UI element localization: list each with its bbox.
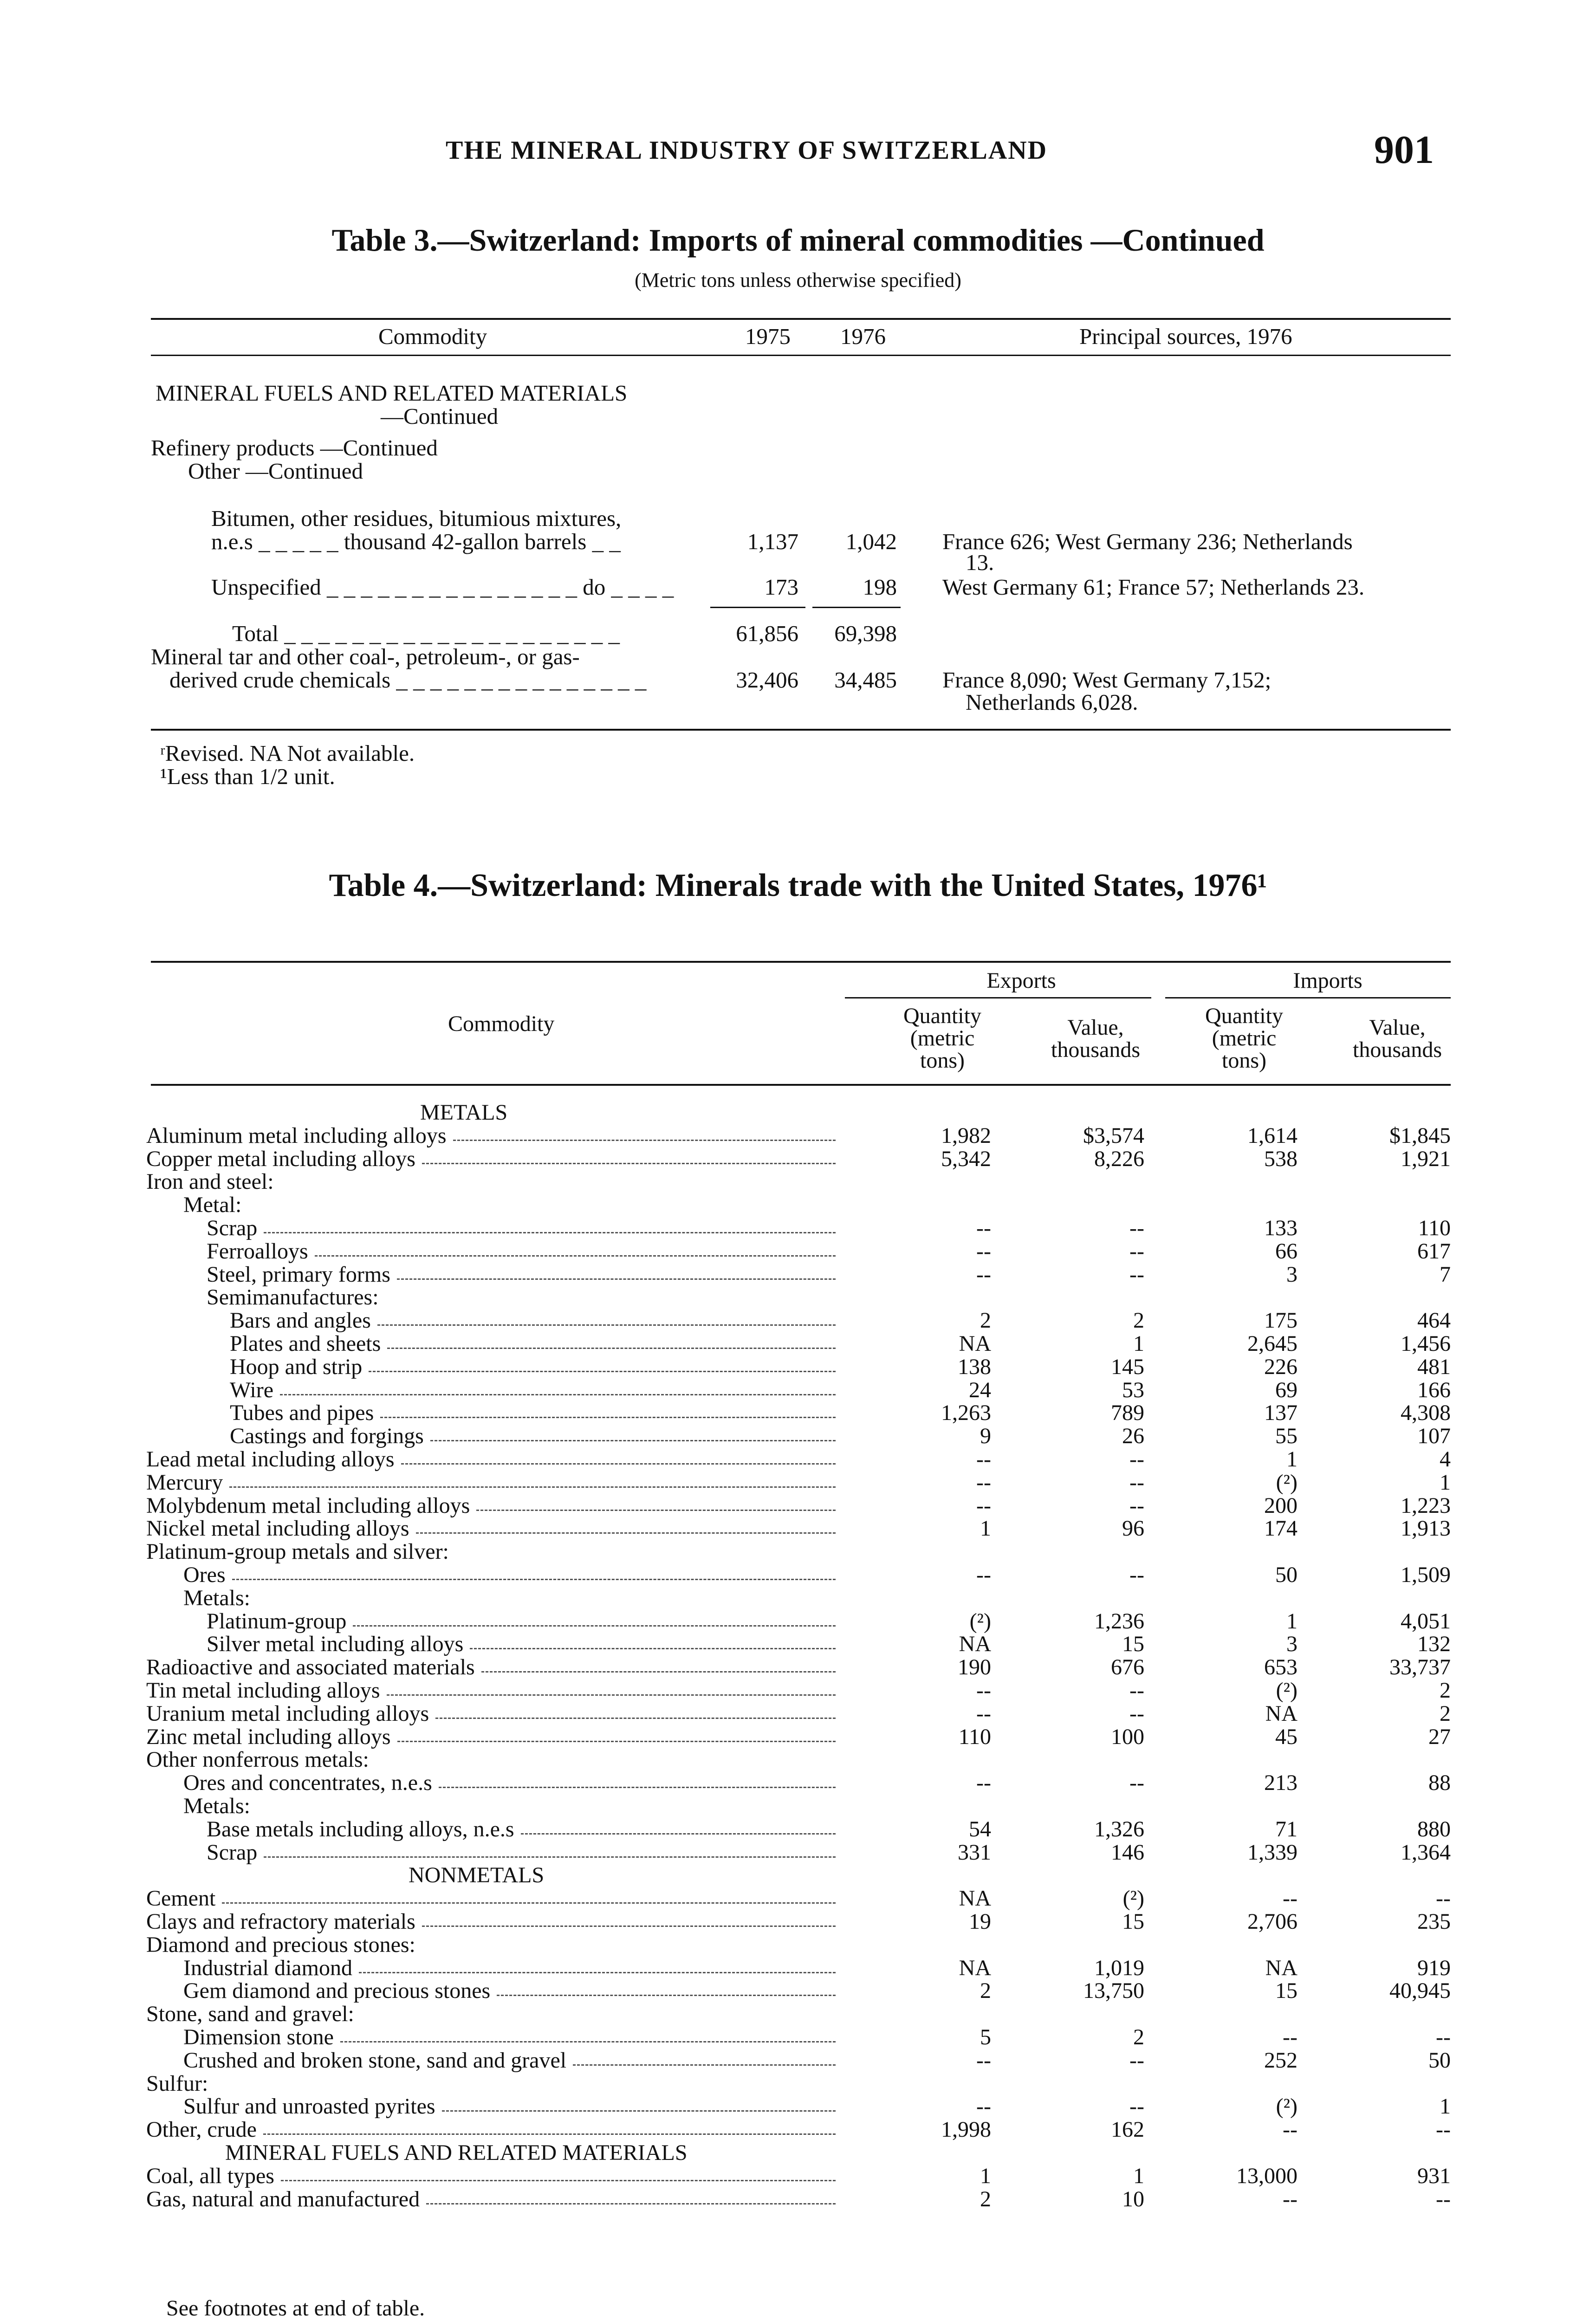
cell-import-value: 4 [1440, 1447, 1451, 1472]
cell-export-quantity: 2 [980, 1978, 991, 2003]
cell-import-value: 880 [1417, 1816, 1451, 1841]
row-label: Lead metal including alloys [146, 1447, 395, 1472]
row-label: Nickel metal including alloys [146, 1516, 409, 1541]
row-label: Industrial diamond [183, 1955, 352, 1980]
cell-export-value: 10 [1122, 2186, 1144, 2211]
leader-line [229, 1485, 836, 1488]
cell-export-quantity: 5 [980, 2025, 991, 2049]
cell-export-value: -- [1129, 1562, 1144, 1587]
cell-export-value: 26 [1122, 1424, 1144, 1449]
cell-import-quantity: 2,706 [1247, 1909, 1298, 1934]
row-label: Unspecified _ _ _ _ _ _ _ _ _ _ _ _ _ _ _ do _ _ _ _ [211, 574, 674, 600]
row-label: Sulfur and unroasted pyrites [183, 2094, 435, 2119]
cell-export-value: 789 [1111, 1400, 1144, 1426]
cell-export-quantity: 2 [980, 1308, 991, 1333]
row-label: Steel, primary forms [207, 1262, 390, 1287]
cell-import-quantity: 69 [1275, 1377, 1298, 1402]
cell-export-quantity: -- [976, 1470, 991, 1495]
leader-line [377, 1323, 836, 1326]
cell-export-quantity: 1,982 [941, 1123, 991, 1148]
header-line: (metric [910, 1026, 975, 1050]
header-line: Quantity [903, 1004, 981, 1028]
cell-import-value: 1,913 [1401, 1516, 1451, 1541]
row-label: Zinc metal including alloys [146, 1724, 391, 1749]
row-label: Molybdenum metal including alloys [146, 1493, 470, 1518]
leader-line [380, 1415, 836, 1418]
leader-line [281, 2178, 836, 2181]
cell-import-quantity: 13,000 [1236, 2163, 1298, 2188]
cell-import-quantity: -- [1283, 2186, 1298, 2211]
row-label: Ores [183, 1562, 226, 1587]
header-line: thousands [1353, 1037, 1442, 1062]
cell-export-value: -- [1129, 1216, 1144, 1240]
row-label: Silver metal including alloys [207, 1632, 464, 1657]
leader-line [453, 1138, 836, 1141]
cell-import-value: 1,223 [1401, 1493, 1451, 1518]
cell-export-quantity: 1 [980, 1516, 991, 1541]
leader-line [435, 1716, 836, 1719]
cell-export-value: 1,326 [1094, 1816, 1144, 1841]
cell-export-value: 53 [1122, 1377, 1144, 1402]
cell-import-quantity: (²) [1276, 1470, 1298, 1495]
leader-line [573, 2063, 836, 2066]
row-label: Uranium metal including alloys [146, 1701, 429, 1726]
cell-import-value: 931 [1417, 2163, 1451, 2188]
cell-export-value: 96 [1122, 1516, 1144, 1541]
cell-import-quantity: 2,645 [1247, 1331, 1298, 1356]
cell-import-quantity: -- [1283, 2025, 1298, 2049]
header-line: Quantity [1205, 1004, 1283, 1028]
table3-bottom-rule [151, 729, 1451, 731]
cell-import-value: 7 [1440, 1262, 1451, 1287]
cell-1975: 32,406 [736, 667, 798, 693]
table3-col-1976: 1976 [840, 324, 886, 349]
cell-import-quantity: 1,614 [1247, 1123, 1298, 1148]
cell-import-value: -- [1436, 2186, 1451, 2211]
leader-line [397, 1739, 836, 1742]
cell-import-value: 481 [1417, 1354, 1451, 1379]
cell-export-value: -- [1129, 1493, 1144, 1518]
cell-export-quantity: NA [959, 1331, 991, 1356]
row-label: Gas, natural and manufactured [146, 2186, 420, 2211]
cell-import-quantity: NA [1265, 1701, 1298, 1726]
leader-line [430, 1439, 836, 1441]
cell-export-quantity: -- [976, 2048, 991, 2073]
cell-export-quantity: -- [976, 1562, 991, 1587]
cell-import-value: 132 [1417, 1632, 1451, 1657]
cell-import-value: 919 [1417, 1955, 1451, 1980]
cell-import-value: 1,364 [1401, 1840, 1451, 1865]
cell-import-quantity: 252 [1264, 2048, 1298, 2073]
page-number: 901 [1374, 127, 1434, 172]
cell-export-quantity: 9 [980, 1424, 991, 1449]
row-label: Ferroalloys [207, 1238, 308, 1264]
leader-line [264, 1231, 836, 1233]
cell-export-value: 13,750 [1083, 1978, 1144, 2003]
row-label: Scrap [207, 1840, 258, 1865]
leader-line [439, 1785, 836, 1788]
row-label: Ores and concentrates, n.e.s [183, 1770, 432, 1796]
section-heading: METALS [420, 1100, 508, 1125]
cell-import-value: 50 [1428, 2048, 1451, 2073]
leader-line [369, 1369, 836, 1372]
row-label: Crushed and broken stone, sand and gravel [183, 2048, 567, 2073]
cell-export-quantity: 138 [958, 1354, 991, 1379]
leader-line [401, 1462, 836, 1465]
leader-line [422, 1161, 836, 1164]
leader-line [280, 1393, 836, 1395]
cell-export-quantity: 24 [969, 1377, 991, 1402]
header-line: tons) [920, 1048, 965, 1073]
leader-line [397, 1277, 836, 1280]
header-line: Value, [1369, 1015, 1426, 1040]
cell-export-quantity: -- [976, 1770, 991, 1796]
cell-import-value: 33,737 [1389, 1655, 1451, 1680]
cell-export-quantity: 190 [958, 1655, 991, 1680]
exports-rule [845, 997, 1151, 998]
cell-export-quantity: NA [959, 1632, 991, 1657]
table3-title: Table 3.—Switzerland: Imports of mineral commodities —Continued [331, 222, 1265, 258]
leader-line [263, 2132, 836, 2135]
cell-import-value: 617 [1417, 1238, 1451, 1264]
cell-export-quantity: -- [976, 1238, 991, 1264]
row-label: Metals: [183, 1585, 250, 1610]
leader-line [442, 2109, 836, 2112]
cell-export-value: -- [1129, 2094, 1144, 2119]
cell-import-quantity: 538 [1264, 1146, 1298, 1171]
table4-top-rule [151, 961, 1451, 963]
cell-import-quantity: 71 [1275, 1816, 1298, 1841]
row-label: Gem diamond and precious stones [183, 1978, 491, 2003]
leader-line [232, 1577, 836, 1580]
cell-import-value: -- [1436, 2117, 1451, 2142]
row-label: Semimanufactures: [207, 1285, 379, 1310]
row-label: Mineral tar and other coal-, petroleum-, or gas- [151, 644, 580, 669]
cell-import-quantity: 133 [1264, 1216, 1298, 1240]
row-label: Bitumen, other residues, bitumious mixtures, [211, 506, 622, 531]
cell-import-quantity: 175 [1264, 1308, 1298, 1333]
cell-export-value: -- [1129, 1262, 1144, 1287]
cell-export-value: 1,019 [1094, 1955, 1144, 1980]
cell-import-value: 27 [1428, 1724, 1451, 1749]
row-label: Other nonferrous metals: [146, 1747, 369, 1772]
leader-line [387, 1693, 836, 1696]
table3-header-rule [151, 355, 1451, 356]
cell-1975: 1,137 [747, 529, 798, 554]
leader-line [387, 1346, 836, 1349]
row-label: Aluminum metal including alloys [146, 1123, 447, 1148]
row-label: Iron and steel: [146, 1169, 274, 1194]
section-heading: MINERAL FUELS AND RELATED MATERIALS [225, 2140, 688, 2165]
table4-note: See footnotes at end of table. [166, 2296, 425, 2321]
cell-export-value: 2 [1133, 1308, 1144, 1333]
cell-export-quantity: -- [976, 1447, 991, 1472]
cell-sources-cont: Netherlands 6,028. [966, 689, 1138, 715]
cell-export-quantity: 54 [969, 1816, 991, 1841]
row-label: Dimension stone [183, 2025, 334, 2049]
cell-1976: 69,398 [834, 621, 897, 646]
cell-export-quantity: NA [959, 1955, 991, 1980]
cell-export-quantity: 1,998 [941, 2117, 991, 2142]
cell-import-quantity: 3 [1286, 1262, 1298, 1287]
row-label: Scrap [207, 1216, 258, 1240]
row-label: Copper metal including alloys [146, 1146, 415, 1171]
cell-export-quantity: -- [976, 1216, 991, 1240]
cell-export-value: (²) [1122, 1886, 1144, 1911]
table3-col-commodity: Commodity [378, 324, 487, 349]
cell-import-quantity: (²) [1276, 2094, 1298, 2119]
group-header-exports: Exports [986, 968, 1056, 993]
col-header-export-quantity [863, 1005, 1021, 1072]
cell-export-quantity: 1 [980, 2163, 991, 2188]
cell-export-value: -- [1129, 1447, 1144, 1472]
leader-line [340, 2040, 836, 2042]
cell-export-value: 1,236 [1094, 1608, 1144, 1634]
row-label: Other, crude [146, 2117, 257, 2142]
cell-export-value: -- [1129, 1238, 1144, 1264]
cell-import-quantity: 3 [1286, 1632, 1298, 1657]
row-label: Metal: [183, 1193, 242, 1218]
leader-line [353, 1624, 836, 1627]
row-label: Radioactive and associated materials [146, 1655, 475, 1680]
cell-import-value: -- [1436, 2025, 1451, 2049]
leader-line [359, 1971, 836, 1973]
cell-import-quantity: 55 [1275, 1424, 1298, 1449]
cell-import-value: 1 [1440, 1470, 1451, 1495]
cell-1976: 198 [863, 574, 897, 600]
cell-export-value: -- [1129, 1678, 1144, 1703]
imports-rule [1165, 997, 1451, 998]
cell-export-value: -- [1129, 2048, 1144, 2073]
cell-import-value: 1,509 [1401, 1562, 1451, 1587]
cell-export-value: -- [1129, 1701, 1144, 1726]
cell-export-value: 162 [1111, 2117, 1144, 2142]
cell-import-quantity: -- [1283, 1886, 1298, 1911]
cell-export-value: $3,574 [1083, 1123, 1144, 1148]
cell-export-value: 8,226 [1094, 1146, 1144, 1171]
row-label-cont: n.e.s _ _ _ _ _ thousand 42-gallon barrels _ _ [211, 529, 621, 554]
cell-import-quantity: 653 [1264, 1655, 1298, 1680]
cell-import-value: 2 [1440, 1701, 1451, 1726]
cell-export-value: -- [1129, 1770, 1144, 1796]
row-label: Castings and forgings [230, 1424, 424, 1449]
row-label: Hoop and strip [230, 1354, 363, 1379]
cell-export-quantity: 2 [980, 2186, 991, 2211]
cell-export-quantity: 5,342 [941, 1146, 991, 1171]
cell-export-quantity: -- [976, 1701, 991, 1726]
cell-export-quantity: 331 [958, 1840, 991, 1865]
cell-import-quantity: 45 [1275, 1724, 1298, 1749]
table4-title: Table 4.—Switzerland: Minerals trade with the United States, 1976¹ [329, 868, 1267, 903]
total-rule-1976 [812, 607, 901, 608]
cell-export-quantity: -- [976, 2094, 991, 2119]
cell-import-value: $1,845 [1389, 1123, 1451, 1148]
cell-import-quantity: (²) [1276, 1678, 1298, 1703]
cell-import-value: 1,456 [1401, 1331, 1451, 1356]
cell-export-value: 100 [1111, 1724, 1144, 1749]
row-label: Clays and refractory materials [146, 1909, 415, 1934]
col-header-commodity: Commodity [448, 1011, 555, 1036]
table3-footnote: ʳRevised. NA Not available. [160, 740, 415, 766]
cell-export-quantity: 1,263 [941, 1400, 991, 1426]
cell-import-quantity: 66 [1275, 1238, 1298, 1264]
cell-export-value: 145 [1111, 1354, 1144, 1379]
cell-import-quantity: 1 [1286, 1447, 1298, 1472]
cell-sources: France 626; West Germany 236; Netherlands [942, 529, 1353, 554]
total-rule-1975 [710, 607, 805, 608]
cell-export-quantity: 19 [969, 1909, 991, 1934]
section-heading: NONMETALS [409, 1863, 545, 1888]
group-header-imports: Imports [1293, 968, 1362, 993]
cell-import-value: 110 [1418, 1216, 1451, 1240]
cell-import-value: 4,051 [1401, 1608, 1451, 1634]
leader-line [222, 1901, 836, 1904]
leader-line [264, 1855, 836, 1858]
cell-sources-cont: 13. [966, 550, 994, 575]
cell-export-value: 1 [1133, 1331, 1144, 1356]
table3-subheading-refinery: Refinery products —Continued [151, 435, 438, 460]
header-line: (metric [1212, 1026, 1277, 1050]
leader-line [422, 1924, 836, 1927]
leader-line [426, 2202, 836, 2204]
cell-import-quantity: 50 [1275, 1562, 1298, 1587]
cell-import-value: 166 [1417, 1377, 1451, 1402]
table3-col-1975: 1975 [745, 324, 791, 349]
cell-import-value: 464 [1417, 1308, 1451, 1333]
row-label: Plates and sheets [230, 1331, 381, 1356]
cell-1976: 1,042 [845, 529, 897, 554]
page-header [0, 0, 1596, 195]
leader-line [521, 1832, 836, 1835]
table3-subtitle: (Metric tons unless otherwise specified) [635, 269, 961, 292]
cell-export-quantity: (²) [969, 1608, 991, 1634]
cell-sources: West Germany 61; France 57; Netherlands 23. [942, 574, 1365, 600]
cell-1975: 61,856 [736, 621, 798, 646]
leader-line [315, 1254, 836, 1257]
table3-section-heading: MINERAL FUELS AND RELATED MATERIALS [156, 380, 628, 406]
cell-export-value: -- [1129, 1470, 1144, 1495]
leader-line [476, 1508, 836, 1511]
row-label: Platinum-group metals and silver: [146, 1539, 449, 1564]
leader-line [470, 1647, 836, 1649]
header-line: tons) [1222, 1048, 1266, 1073]
running-title: THE MINERAL INDUSTRY OF SWITZERLAND [446, 136, 1048, 165]
col-header-import-value [1314, 1017, 1481, 1061]
cell-import-quantity: 1 [1286, 1608, 1298, 1634]
cell-export-value: 676 [1111, 1655, 1144, 1680]
cell-1975: 173 [764, 574, 798, 600]
row-label: Tubes and pipes [230, 1400, 374, 1426]
col-header-export-value [1012, 1017, 1179, 1061]
row-label: Cement [146, 1886, 216, 1911]
cell-import-quantity: 15 [1275, 1978, 1298, 2003]
cell-import-quantity: 137 [1264, 1400, 1298, 1426]
cell-import-value: 1,921 [1401, 1146, 1451, 1171]
leader-line [497, 1993, 836, 1996]
cell-export-value: 146 [1111, 1840, 1144, 1865]
table3-col-sources: Principal sources, 1976 [1079, 324, 1292, 349]
row-label: Stone, sand and gravel: [146, 2002, 354, 2027]
row-label: Tin metal including alloys [146, 1678, 380, 1703]
cell-import-quantity: -- [1283, 2117, 1298, 2142]
table4-header-rule [151, 1084, 1451, 1086]
cell-import-value: 235 [1417, 1909, 1451, 1934]
header-line: thousands [1051, 1037, 1140, 1062]
leader-line [416, 1531, 836, 1534]
row-label: Metals: [183, 1794, 250, 1818]
cell-export-quantity: 110 [958, 1724, 991, 1749]
cell-import-quantity: 226 [1264, 1354, 1298, 1379]
row-label: Base metals including alloys, n.e.s [207, 1816, 514, 1841]
cell-export-value: 1 [1133, 2163, 1144, 2188]
cell-import-quantity: 1,339 [1247, 1840, 1298, 1865]
table3-footnote: ¹Less than 1/2 unit. [160, 764, 335, 789]
row-label: Total _ _ _ _ _ _ _ _ _ _ _ _ _ _ _ _ _ _ _ _ [232, 621, 620, 646]
cell-import-quantity: 213 [1264, 1770, 1298, 1796]
leader-line [481, 1670, 836, 1673]
col-header-import-quantity [1165, 1005, 1323, 1072]
cell-sources: France 8,090; West Germany 7,152; [942, 667, 1272, 693]
cell-import-value: 88 [1428, 1770, 1451, 1796]
cell-import-quantity: NA [1265, 1955, 1298, 1980]
row-label-cont: derived crude chemicals _ _ _ _ _ _ _ _ _ _ _ _ _ _ _ [169, 667, 647, 693]
row-label: Diamond and precious stones: [146, 1932, 415, 1957]
cell-export-quantity: -- [976, 1678, 991, 1703]
cell-import-value: 4,308 [1401, 1400, 1451, 1426]
cell-export-quantity: NA [959, 1886, 991, 1911]
cell-export-value: 15 [1122, 1909, 1144, 1934]
row-label: Mercury [146, 1470, 223, 1495]
cell-import-value: 40,945 [1389, 1978, 1451, 2003]
row-label: Platinum-group [207, 1608, 347, 1634]
cell-export-quantity: -- [976, 1493, 991, 1518]
header-line: Value, [1067, 1015, 1124, 1040]
row-label: Wire [230, 1377, 274, 1402]
cell-import-quantity: 174 [1264, 1516, 1298, 1541]
cell-export-value: 2 [1133, 2025, 1144, 2049]
cell-1976: 34,485 [834, 667, 897, 693]
cell-export-value: 15 [1122, 1632, 1144, 1657]
table3-top-rule [151, 318, 1451, 320]
cell-import-value: 1 [1440, 2094, 1451, 2119]
row-label: Sulfur: [146, 2071, 208, 2096]
row-label: Bars and angles [230, 1308, 371, 1333]
table3-section-continued: —Continued [381, 403, 499, 429]
cell-import-value: 2 [1440, 1678, 1451, 1703]
cell-import-value: 107 [1417, 1424, 1451, 1449]
cell-export-quantity: -- [976, 1262, 991, 1287]
cell-import-quantity: 200 [1264, 1493, 1298, 1518]
table3-subheading-other: Other —Continued [188, 458, 363, 484]
row-label: Coal, all types [146, 2163, 274, 2188]
cell-import-value: -- [1436, 1886, 1451, 1911]
